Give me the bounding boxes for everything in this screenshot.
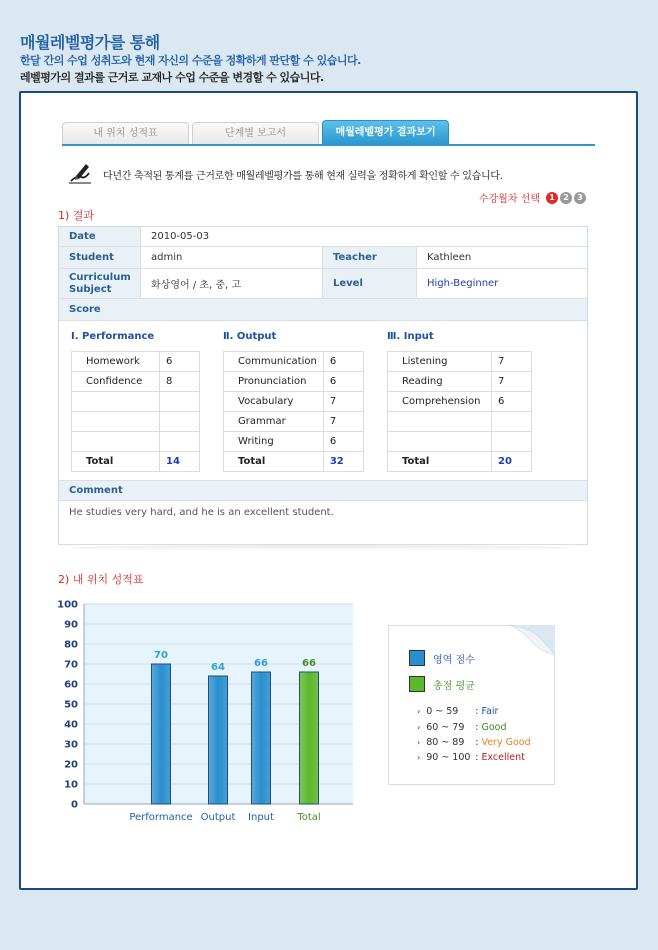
page-curl-icon (509, 625, 555, 655)
y-tick-label: 30 (64, 739, 78, 751)
score-item: Vocabulary (224, 392, 324, 412)
level-label: Level (322, 269, 416, 298)
student-label: Student (59, 247, 140, 268)
month-option-3[interactable]: 3 (574, 192, 586, 204)
total-label: Total (224, 452, 324, 472)
comment-value: He studies very hard, and he is an excellent student. (59, 501, 587, 545)
table-row (224, 352, 364, 372)
legend-total-avg (409, 676, 475, 692)
score-value: 6 (323, 372, 363, 392)
month-selector (479, 190, 586, 205)
input-table (387, 351, 532, 472)
score-value: 6 (492, 392, 532, 412)
comment-label: Comment (59, 481, 587, 500)
data-label: 64 (211, 662, 225, 673)
score-item: Writing (224, 432, 324, 452)
month-option-1[interactable]: 1 (546, 192, 558, 204)
table-row (72, 432, 200, 452)
legend-area-label: 영역 점수 (433, 654, 475, 666)
student-value: admin (140, 247, 322, 268)
chevron-right-icon: › (417, 707, 421, 716)
table-row-total (388, 452, 532, 472)
score-item (72, 392, 160, 412)
tab-monthly-result[interactable]: 매월레벨평가 결과보기 (322, 120, 449, 144)
data-label: 66 (254, 658, 268, 669)
score-item: Homework (72, 352, 160, 372)
result-table (58, 226, 588, 545)
score-group-performance (71, 331, 200, 472)
y-tick-label: 20 (64, 759, 78, 771)
score-group-input (387, 331, 532, 472)
section-position-title: 2) 내 위치 성적표 (58, 573, 144, 586)
score-group-output (223, 331, 364, 472)
bar-chart-svg (51, 598, 371, 828)
score-item (72, 412, 160, 432)
tab-bar (62, 122, 595, 146)
score-label: Score (59, 299, 587, 320)
y-tick-label: 40 (64, 719, 78, 731)
score-value: 6 (323, 432, 363, 452)
tab-my-position[interactable]: 내 위치 성적표 (62, 122, 189, 144)
range-label: 90 ~ 100 (426, 752, 471, 763)
table-row (224, 412, 364, 432)
range-very-good: › 80 ~ 89 : Very Good (417, 737, 531, 748)
y-tick-label: 70 (64, 659, 78, 671)
table-row (388, 392, 532, 412)
table-row (224, 432, 364, 452)
score-item: Confidence (72, 372, 160, 392)
score-item: Pronunciation (224, 372, 324, 392)
y-tick-label: 80 (64, 639, 78, 651)
score-item: Comprehension (388, 392, 492, 412)
month-selector-label: 수강월차 선택 (478, 194, 540, 205)
score-value: 7 (323, 392, 363, 412)
score-item: Reading (388, 372, 492, 392)
table-row-total (224, 452, 364, 472)
score-area (59, 321, 587, 481)
date-value: 2010-05-03 (140, 227, 587, 246)
table-row (72, 412, 200, 432)
table-row (388, 412, 532, 432)
score-value: 6 (160, 352, 200, 372)
main-panel (19, 91, 638, 890)
data-label: 70 (154, 650, 168, 661)
table-row (388, 372, 532, 392)
page-title: 매월레벨평가를 통해 (20, 33, 160, 52)
range-good: › 60 ~ 79 : Good (417, 722, 507, 733)
curriculum-label: Curriculum Subject (59, 269, 140, 298)
range-excellent: › 90 ~ 100 : Excellent (417, 752, 525, 763)
date-label: Date (59, 227, 140, 246)
section-result-title: 1) 결과 (58, 209, 95, 222)
x-tick-label: Input (248, 812, 274, 823)
performance-table (71, 351, 200, 472)
output-table (223, 351, 364, 472)
range-grade: Fair (481, 706, 499, 717)
total-value: 20 (492, 452, 532, 472)
tab-underline (62, 144, 595, 146)
table-row (224, 372, 364, 392)
score-value: 7 (492, 352, 532, 372)
score-value: 8 (160, 372, 200, 392)
score-value (492, 412, 532, 432)
range-label: 0 ~ 59 (426, 706, 459, 717)
score-value (160, 432, 200, 452)
table-row (388, 352, 532, 372)
range-fair: › 0 ~ 59 : Fair (417, 706, 499, 717)
tab-stage-report[interactable]: 단계별 보고서 (192, 122, 319, 144)
chevron-right-icon: › (417, 753, 421, 762)
score-item (72, 432, 160, 452)
chevron-right-icon: › (417, 738, 421, 747)
score-chart (51, 598, 371, 828)
bar-total (300, 672, 319, 804)
range-label: 80 ~ 89 (426, 737, 465, 748)
legend-total-label: 총점 평균 (433, 680, 475, 692)
level-value: High-Beginner (416, 269, 587, 298)
teacher-value: Kathleen (416, 247, 587, 268)
range-grade: Excellent (481, 752, 525, 763)
score-item: Grammar (224, 412, 324, 432)
score-item: Listening (388, 352, 492, 372)
score-value: 7 (492, 372, 532, 392)
result-shadow (71, 545, 571, 551)
total-label: Total (388, 452, 492, 472)
y-tick-label: 100 (57, 599, 78, 611)
intro (67, 159, 587, 187)
month-option-2[interactable]: 2 (560, 192, 572, 204)
table-row-total (72, 452, 200, 472)
y-tick-label: 50 (64, 699, 78, 711)
page-subtitle-2: 레벨평가의 결과를 근거로 교재나 수업 수준을 변경할 수 있습니다. (20, 71, 324, 84)
performance-title: Ⅰ. Performance (71, 331, 155, 342)
table-row (72, 352, 200, 372)
curriculum-value: 화상영어 / 초, 중, 고 (140, 269, 322, 298)
score-value: 7 (323, 412, 363, 432)
score-value (160, 392, 200, 412)
y-tick-label: 60 (64, 679, 78, 691)
output-title: Ⅱ. Output (223, 331, 277, 342)
legend-swatch-total (409, 676, 425, 692)
page-subtitle-1: 한달 간의 수업 성취도와 현재 자신의 수준을 정확하게 판단할 수 있습니다. (20, 54, 361, 67)
range-label: 60 ~ 79 (426, 722, 465, 733)
x-tick-label: Output (200, 812, 236, 823)
total-value: 14 (160, 452, 200, 472)
input-title: Ⅲ. Input (387, 331, 434, 342)
range-grade: Good (481, 722, 507, 733)
pen-icon (67, 159, 93, 185)
y-tick-label: 90 (64, 619, 78, 631)
score-value (160, 412, 200, 432)
table-row (224, 392, 364, 412)
data-label: 66 (302, 658, 316, 669)
table-row (388, 432, 532, 452)
total-value: 32 (323, 452, 363, 472)
y-tick-label: 0 (71, 799, 78, 811)
chevron-right-icon: › (417, 723, 421, 732)
bar-input (252, 672, 271, 804)
x-tick-label: Performance (129, 812, 193, 823)
legend-area-score (409, 650, 475, 666)
teacher-label: Teacher (322, 247, 416, 268)
intro-text: 다년간 축적된 통계를 근거로한 매월레벨평가를 통해 현재 실력을 정확하게 확인할 수 있습니다. (103, 171, 503, 182)
range-grade: Very Good (481, 737, 531, 748)
score-value: 6 (323, 352, 363, 372)
table-row (72, 372, 200, 392)
bar-output (209, 676, 228, 804)
score-item: Communication (224, 352, 324, 372)
legend-box (388, 625, 555, 785)
bar-performance (152, 664, 171, 804)
table-row (72, 392, 200, 412)
score-item (388, 432, 492, 452)
x-tick-label: Total (297, 812, 321, 823)
total-label: Total (72, 452, 160, 472)
score-item (388, 412, 492, 432)
score-value (492, 432, 532, 452)
legend-swatch-area (409, 650, 425, 666)
y-tick-label: 10 (64, 779, 78, 791)
